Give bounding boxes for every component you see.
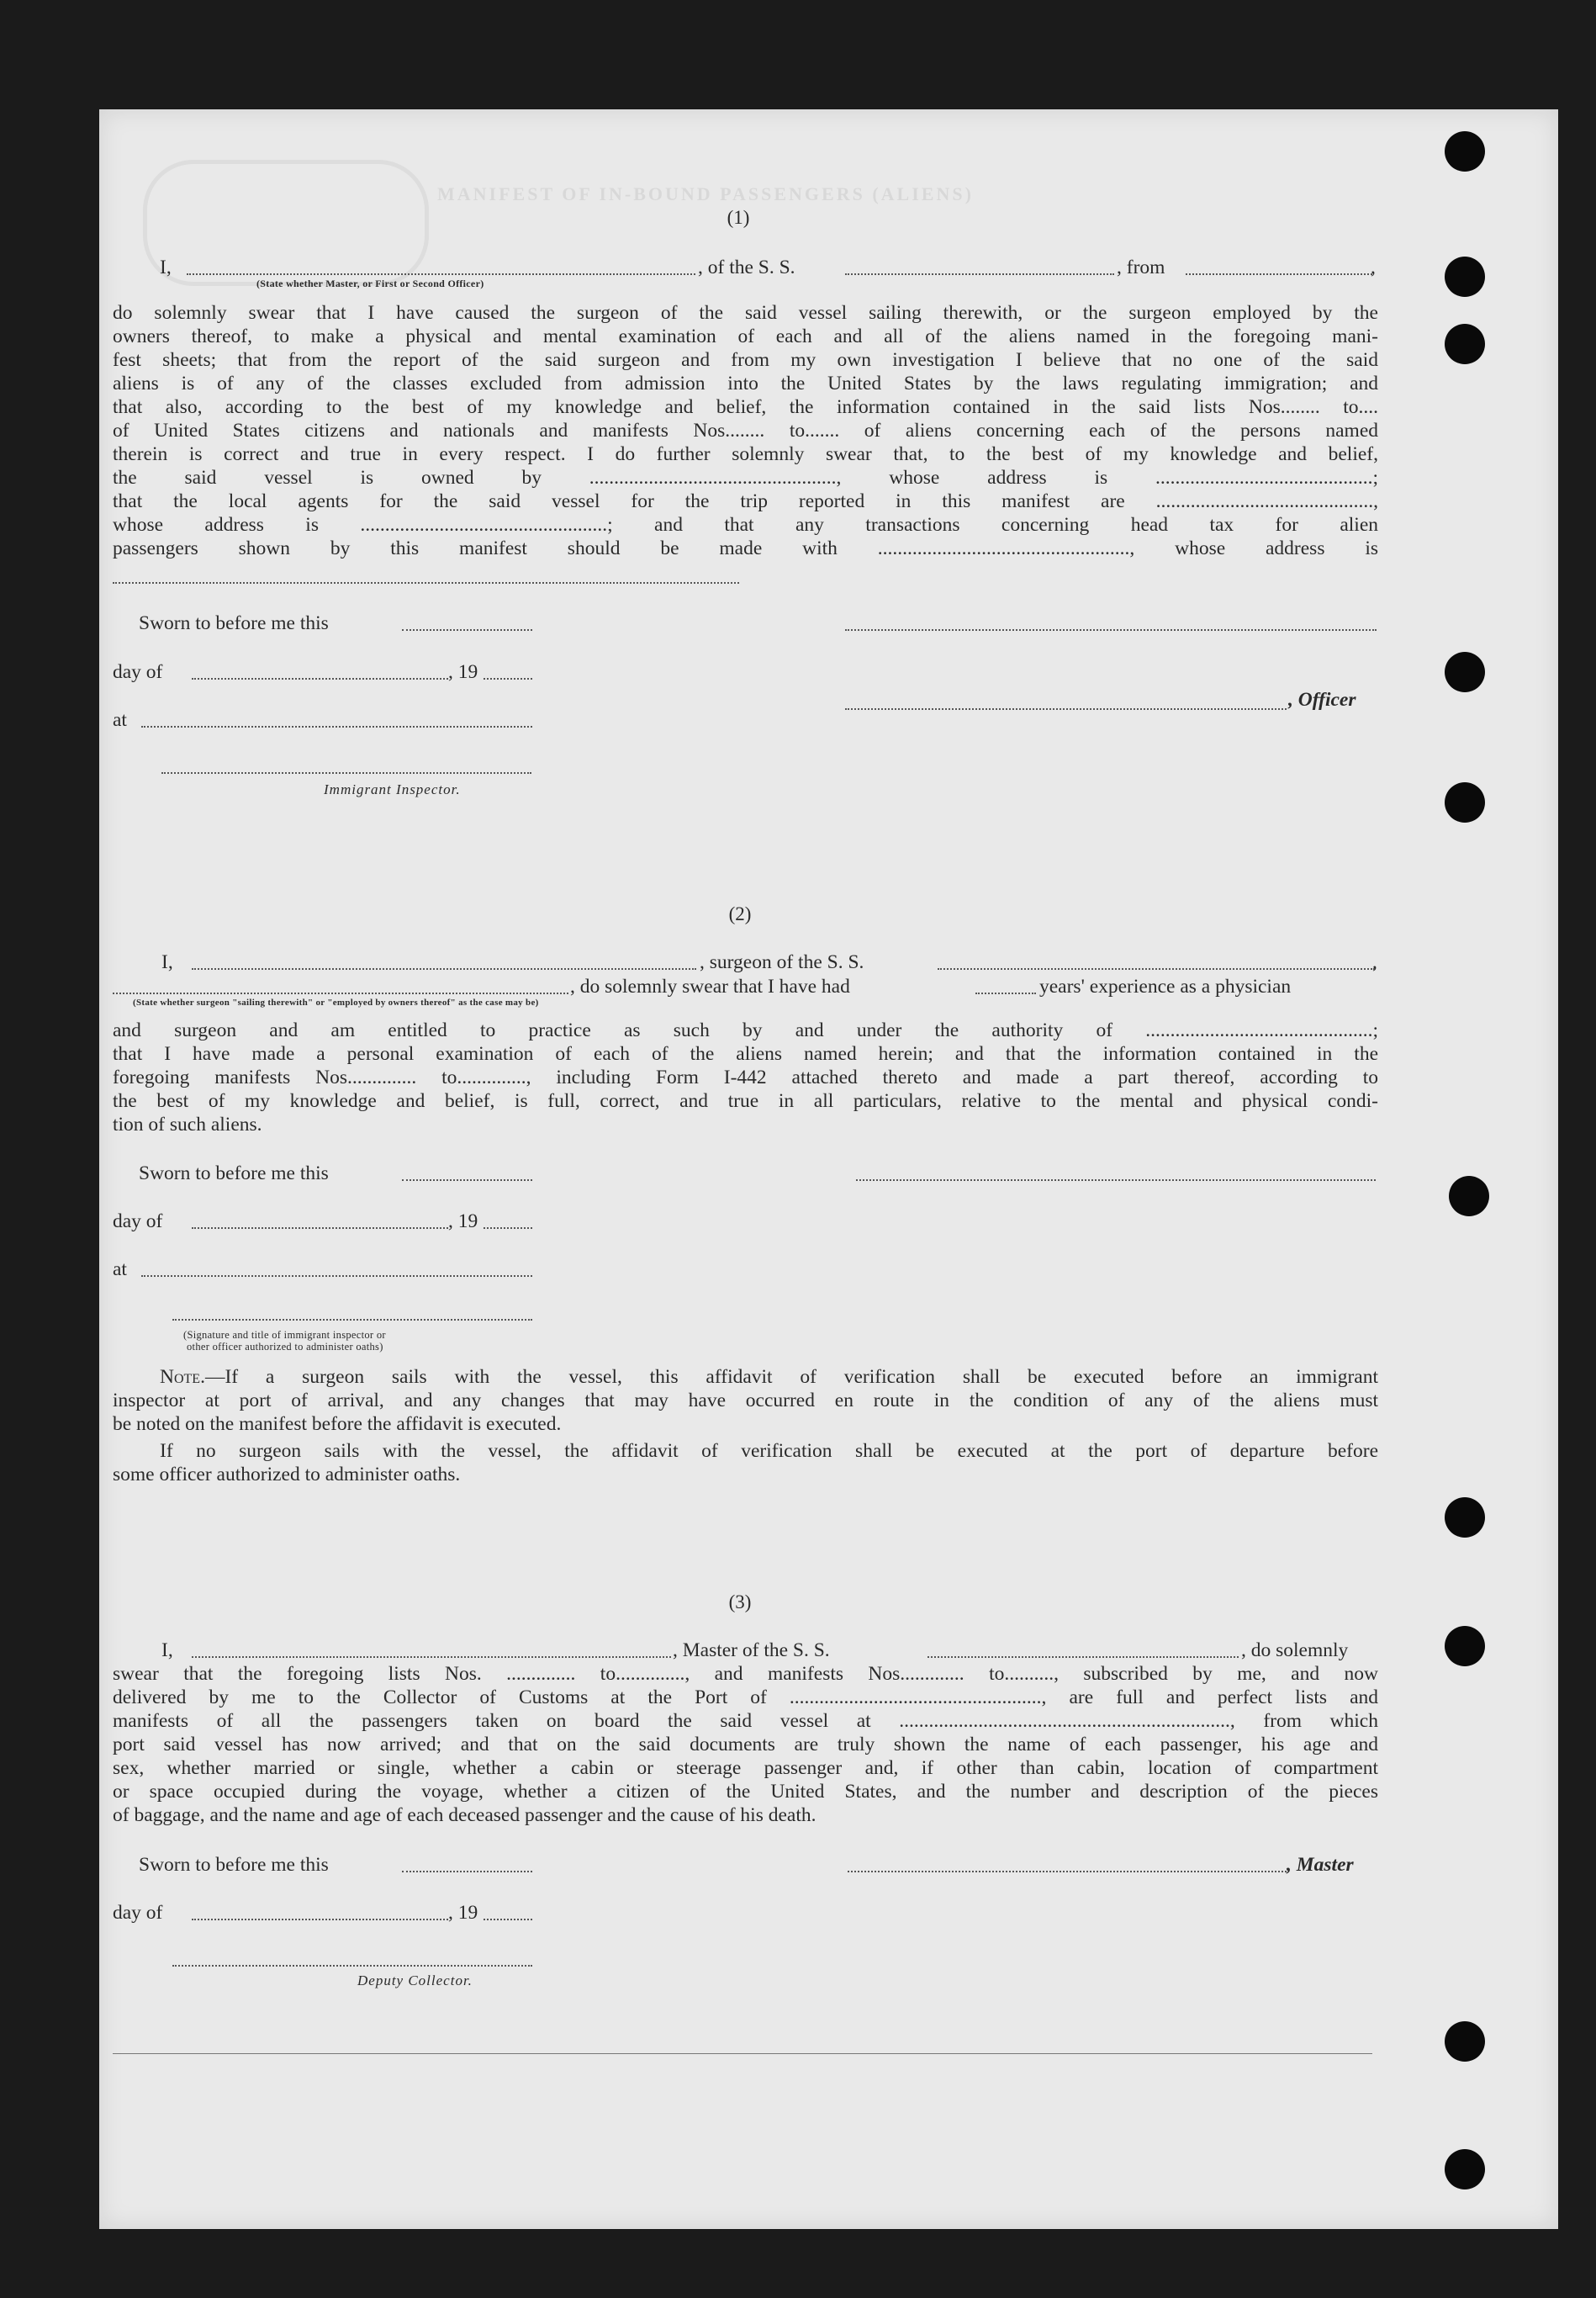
s3-year-field[interactable] bbox=[484, 1919, 532, 1920]
s2-note-line-1 bbox=[160, 1365, 1378, 1389]
s3-line-5: sex, whether married or single, whether a cabin or steerage passenger and, if other than cabin, location of compartment bbox=[113, 1757, 1378, 1779]
s2-sig-note-1: (Signature and title of immigrant inspector or bbox=[183, 1329, 386, 1341]
s3-line-7: of baggage, and the name and age of each deceased passenger and the cause of his death. bbox=[113, 1804, 816, 1826]
s1-line-11: passengers shown by this manifest should be made with ..................................................., whose address is bbox=[113, 537, 1378, 559]
s2-surgeon-note: (State whether surgeon "sailing therewith" or "employed by owners thereof" as the case may be) bbox=[133, 998, 539, 1008]
s2-month-field[interactable] bbox=[192, 1227, 448, 1229]
punch-hole-10 bbox=[1445, 2149, 1485, 2189]
punch-hole-5 bbox=[1445, 782, 1485, 823]
s1-inspector-signature-field[interactable] bbox=[161, 772, 531, 774]
s2-sig-note-2: other officer authorized to administer oaths) bbox=[187, 1341, 383, 1353]
s2-capacity-field[interactable] bbox=[113, 993, 568, 994]
s3-day-label: day of bbox=[113, 1902, 163, 1924]
s1-line-3: fest sheets; that from the report of the said surgeon and from my own investigation I believe that no one of the said bbox=[113, 349, 1378, 371]
section-2-heading: (2) bbox=[728, 903, 752, 924]
s1-year-label: , 19 bbox=[448, 661, 478, 683]
s2-note2-line-1: If no surgeon sails with the vessel, the affidavit of verification shall be executed at the port of departure before bbox=[160, 1440, 1378, 1462]
s2-at-label: at bbox=[113, 1258, 127, 1280]
s1-from-field[interactable] bbox=[1186, 273, 1372, 275]
s2-line1-end: , surgeon of the S. S. bbox=[700, 951, 864, 973]
punch-hole-4 bbox=[1445, 652, 1485, 692]
s1-sworn-label: Sworn to before me this bbox=[139, 612, 329, 634]
s3-line1-mid: , Master of the S. S. bbox=[673, 1639, 830, 1661]
s1-day-label: day of bbox=[113, 661, 163, 683]
s1-address-field[interactable] bbox=[113, 582, 739, 584]
s1-line-5: that also, according to the best of my knowledge and belief, the information contained in the said lists Nos........ to.... bbox=[113, 396, 1378, 418]
s2-line2-mid: , do solemnly swear that I have had bbox=[570, 976, 850, 998]
s2-line1-comma: , bbox=[1372, 951, 1377, 973]
s3-collector-signature-field[interactable] bbox=[172, 1965, 532, 1967]
s2-at-field[interactable] bbox=[141, 1275, 532, 1277]
s3-line-4: port said vessel has now arrived; and that on the said documents are truly shown the name of each passenger, his age and bbox=[113, 1734, 1378, 1755]
s2-sworn-label: Sworn to before me this bbox=[139, 1162, 329, 1184]
s1-line1-start: I, bbox=[160, 257, 172, 278]
s2-day-label: day of bbox=[113, 1210, 163, 1232]
s2-year-field[interactable] bbox=[484, 1227, 532, 1229]
s1-line1-mid: , of the S. S. bbox=[698, 257, 795, 278]
s3-line1-start: I, bbox=[161, 1639, 173, 1661]
s1-line-1: do solemnly swear that I have caused the surgeon of the said vessel sailing therewith, or the surgeon employed by the bbox=[113, 302, 1378, 324]
s2-line-5: tion of such aliens. bbox=[113, 1114, 262, 1136]
s3-master-signature-field[interactable] bbox=[848, 1871, 1287, 1872]
section-1-heading: (1) bbox=[727, 207, 750, 228]
s3-master-name-field[interactable] bbox=[192, 1656, 671, 1658]
s1-year-field[interactable] bbox=[484, 678, 532, 680]
s1-inspector-label: Immigrant Inspector. bbox=[324, 781, 461, 797]
s3-line-1: swear that the foregoing lists Nos. .............. to.............., and manifests Nos............. to.........., subscribed by me, and now bbox=[113, 1663, 1378, 1685]
bleed-through-stamp bbox=[143, 160, 429, 286]
s3-master-label: , Master bbox=[1287, 1854, 1354, 1876]
s1-officer-title-field[interactable] bbox=[845, 708, 1287, 710]
s2-inspector-signature-field[interactable] bbox=[172, 1319, 532, 1321]
punch-hole-2 bbox=[1445, 257, 1485, 297]
s1-at-field[interactable] bbox=[141, 726, 532, 728]
s1-line-9: that the local agents for the said vessel for the trip reported in this manifest are ............................................, bbox=[113, 490, 1378, 512]
s1-officer-note: (State whether Master, or First or Second Officer) bbox=[256, 278, 484, 289]
s2-note-text-1: —If a surgeon sails with the vessel, this affidavit of verification shall be executed before an immigrant bbox=[204, 1366, 1378, 1388]
s2-sworn-day-field[interactable] bbox=[402, 1179, 532, 1181]
s1-line-7: therein is correct and true in every respect. I do further solemnly swear that, to the best of my knowledge and belief, bbox=[113, 443, 1378, 465]
s1-month-field[interactable] bbox=[192, 678, 448, 680]
section-3-heading: (3) bbox=[728, 1591, 752, 1612]
s3-line1-end: , do solemnly bbox=[1241, 1639, 1349, 1661]
punch-hole-3 bbox=[1445, 324, 1485, 364]
s3-line-6: or space occupied during the voyage, whether a citizen of the United States, and the number and description of the pieces bbox=[113, 1781, 1378, 1803]
s2-line2-end: years' experience as a physician bbox=[1039, 976, 1292, 998]
s3-sworn-day-field[interactable] bbox=[402, 1871, 532, 1872]
s2-line-1: and surgeon and am entitled to practice as such by and under the authority of ..............................................; bbox=[113, 1019, 1378, 1041]
s3-line-3: manifests of all the passengers taken on board the said vessel at ..................................................................., from which bbox=[113, 1710, 1378, 1732]
punch-hole-9 bbox=[1445, 2021, 1485, 2062]
s2-note-line-2: inspector at port of arrival, and any changes that may have occurred en route in the condition of any of the aliens must bbox=[113, 1390, 1378, 1411]
s3-sworn-label: Sworn to before me this bbox=[139, 1854, 329, 1876]
s1-line-6: of United States citizens and nationals and manifests Nos........ to....... of aliens concerning each of the persons named bbox=[113, 420, 1378, 442]
s3-line-2: delivered by me to the Collector of Customs at the Port of ..................................................., are full and perfect lists and bbox=[113, 1686, 1378, 1708]
s2-surgeon-name-field[interactable] bbox=[192, 968, 696, 970]
s3-collector-label: Deputy Collector. bbox=[357, 1972, 473, 1988]
bleed-through-title: MANIFEST OF IN-BOUND PASSENGERS (ALIENS) bbox=[437, 183, 974, 204]
s2-ship-name-field[interactable] bbox=[938, 968, 1375, 970]
s3-month-field[interactable] bbox=[192, 1919, 448, 1920]
s1-line-4: aliens is of any of the classes excluded from admission into the United States by the laws regulating immigration; and bbox=[113, 373, 1378, 394]
s2-line-2: that I have made a personal examination of each of the aliens named herein; and that the information contained in the bbox=[113, 1043, 1378, 1065]
s2-years-field[interactable] bbox=[975, 993, 1036, 994]
punch-hole-8 bbox=[1445, 1626, 1485, 1666]
s1-at-label: at bbox=[113, 709, 127, 731]
s2-line-4: the best of my knowledge and belief, is full, correct, and true in all particulars, relative to the mental and physical condi- bbox=[113, 1090, 1378, 1112]
punch-hole-7 bbox=[1445, 1497, 1485, 1538]
bottom-rule bbox=[113, 2053, 1372, 2054]
s1-line-10: whose address is ..................................................; and that any transactions concerning head tax for alien bbox=[113, 514, 1378, 536]
s2-line1-start: I, bbox=[161, 951, 173, 973]
s1-ship-name-field[interactable] bbox=[845, 273, 1114, 275]
s1-sworn-day-field[interactable] bbox=[402, 629, 532, 631]
s2-note-line-3: be noted on the manifest before the affidavit is executed. bbox=[113, 1413, 562, 1435]
punch-hole-1 bbox=[1445, 131, 1485, 172]
s1-line1-comma: , bbox=[1371, 257, 1376, 278]
s1-officer-name-field[interactable] bbox=[187, 273, 695, 275]
s2-line-3: foregoing manifests Nos.............. to.............., including Form I-442 attached thereto and made a part thereof, according to bbox=[113, 1067, 1378, 1088]
s1-line-2: owners thereof, to make a physical and mental examination of each and all of the aliens named in the foregoing mani- bbox=[113, 326, 1378, 347]
s3-ship-name-field[interactable] bbox=[927, 1656, 1239, 1658]
s1-officer-signature-field[interactable] bbox=[845, 629, 1377, 631]
s1-line-8: the said vessel is owned by .................................................., whose address is ............................................; bbox=[113, 467, 1378, 489]
s2-surgeon-signature-field[interactable] bbox=[856, 1179, 1376, 1181]
punch-hole-6 bbox=[1449, 1176, 1489, 1216]
s1-officer-label: , Officer bbox=[1288, 689, 1356, 711]
s3-year-label: , 19 bbox=[448, 1902, 478, 1924]
s2-note-label: Note. bbox=[160, 1366, 205, 1388]
s2-note2-line-2: some officer authorized to administer oaths. bbox=[113, 1464, 461, 1485]
s1-line1-end: , from bbox=[1117, 257, 1165, 278]
s2-year-label: , 19 bbox=[448, 1210, 478, 1232]
